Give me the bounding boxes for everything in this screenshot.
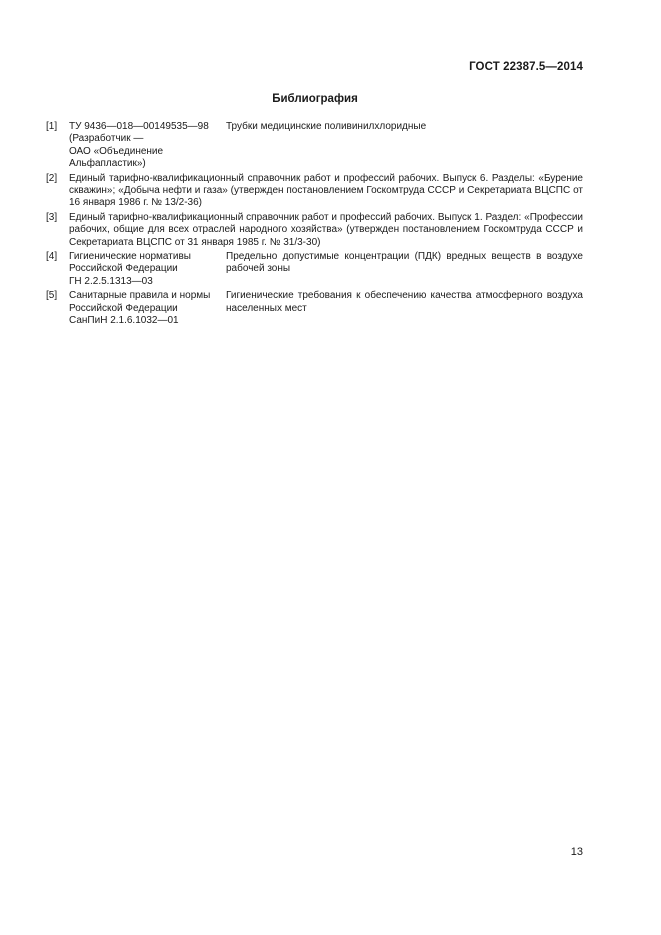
entry-number: [3] [46, 211, 58, 223]
entry-source: Санитарные правила и нормы Российской Федерации СанПиН 2.1.6.1032—01 [69, 290, 211, 327]
bibliography-title: Библиография [272, 93, 358, 105]
entry-number: [2] [46, 172, 58, 184]
entry-number: [4] [46, 251, 58, 263]
entry-text: Единый тарифно-квалификационный справочник работ и профессий рабочих. Выпуск 6. Разделы: «Бурение скважин»; «Добыча нефти и газа» (утвержден постановлением Госкомтруда СССР и Секретариата ВЦСПС от 16 января 1986 г. № 13/2-36) [69, 172, 583, 209]
entry-source: Гигиенические нормативы Российской Федерации ГН 2.2.5.1313—03 [69, 251, 191, 287]
bibliography-entry-1 [46, 121, 583, 171]
entry-title: Трубки медицинские поливинилхлоридные [226, 121, 427, 132]
bibliography-entry-5 [46, 290, 583, 327]
bibliography-entry-2 [46, 173, 583, 210]
entry-text: Единый тарифно-квалификационный справочник работ и профессий рабочих. Выпуск 1. Раздел: «Профессии рабочих, общие для всех отраслей народного хозяйства» (утвержден постановлением Госкомтруда СССР и Секретариата ВЦСПС от 31 января 1985 г. № 31/3-30) [69, 211, 583, 248]
page-number: 13 [570, 846, 583, 858]
document-code: ГОСТ 22387.5—2014 [469, 61, 583, 73]
bibliography-list [46, 121, 583, 330]
bibliography-entry-4 [46, 251, 583, 288]
entry-number: [1] [46, 121, 58, 132]
entry-title: Гигиенические требования к обеспечению качества атмосферного воздуха населенных мест [226, 290, 583, 314]
entry-source: ТУ 9436—018—00149535—98 (Разработчик — ОАО «Объединение Альфапластик») [69, 121, 209, 170]
entry-number: [5] [46, 290, 58, 302]
entry-title: Предельно допустимые концентрации (ПДК) вредных веществ в воздухе рабочей зоны [226, 251, 583, 275]
bibliography-entry-3 [46, 212, 583, 249]
